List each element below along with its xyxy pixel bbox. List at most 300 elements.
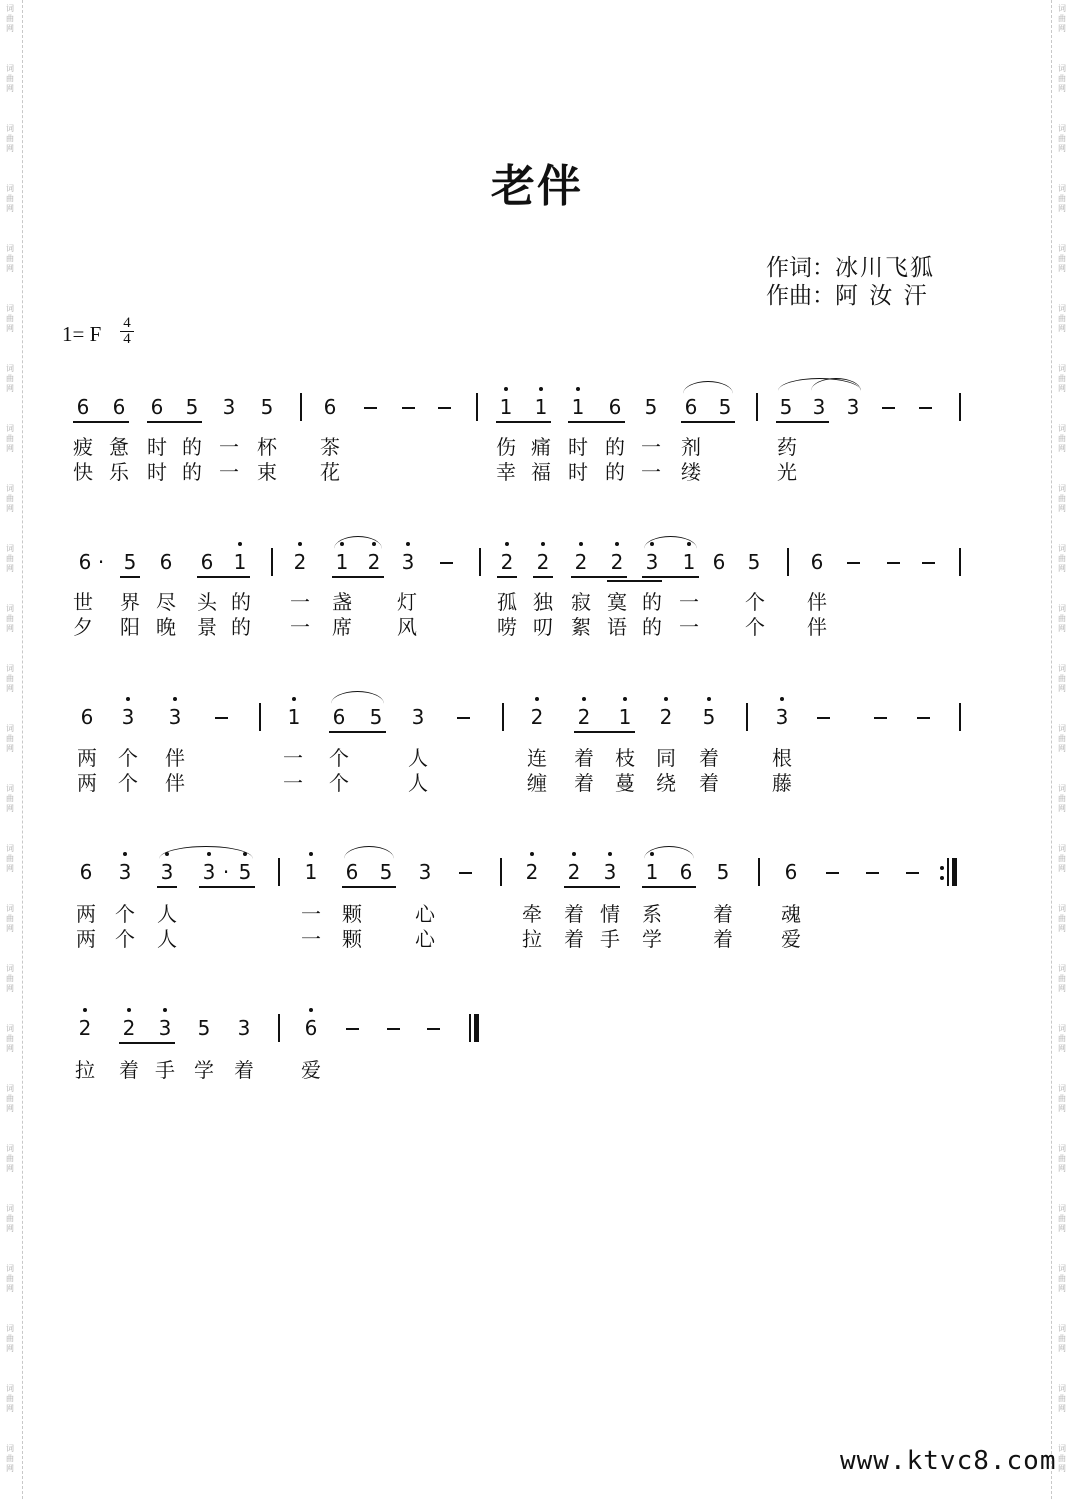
slur-arc [644,536,697,549]
note-digit: 6 [150,395,164,419]
note [156,855,178,889]
note-digit: 1 [499,395,513,419]
watermark-glyph: 曲 [1058,854,1066,863]
lyric-char: 的 [182,460,202,484]
note-digit: 6 [608,395,622,419]
watermark-glyph: 曲 [1058,794,1066,803]
lyric-char: 颗 [342,902,362,926]
note [808,390,830,424]
octave-dot [535,697,539,701]
barline [756,393,758,421]
watermark-glyph: 词 [1058,1084,1066,1093]
watermark-glyph: 曲 [1058,1394,1066,1403]
note [743,545,765,579]
slur-arc [344,846,394,859]
note [521,855,543,889]
octave-dot [309,852,313,856]
watermark-glyph: 网 [6,1344,14,1353]
note-digit: 1 [534,395,548,419]
beam-underline [568,421,625,423]
barline [479,548,481,576]
watermark-glyph: 网 [1058,24,1066,33]
note [114,855,136,889]
watermark-glyph: 网 [6,264,14,273]
note-digit: 3 [418,860,432,884]
lyric-char: 同 [656,746,676,770]
watermark-glyph: 网 [1058,1344,1066,1353]
slur-arc [159,846,253,859]
watermark-glyph: 词 [1058,964,1066,973]
note-digit: 3 [118,860,132,884]
note [283,700,305,734]
watermark-glyph: 网 [1058,84,1066,93]
note [193,1011,215,1045]
beam-underline [147,421,202,423]
lyric-char: 一 [219,460,239,484]
lyric-char: 个 [329,746,349,770]
watermark-glyph: 词 [1058,784,1066,793]
watermark-glyph: 曲 [1058,74,1066,83]
note [641,855,663,889]
note-digit: 3 [158,1016,172,1040]
duration-dash [817,717,830,719]
lyric-char: 拉 [75,1058,95,1082]
note [164,700,186,734]
note-digit: 6 [79,860,93,884]
lyric-char: 魂 [781,902,801,926]
note-digit: 3 [401,550,415,574]
note [154,1011,176,1045]
lyric-char: 牵 [522,902,542,926]
lyric-char: 个 [329,771,349,795]
lyric-char: 杯 [257,435,277,459]
watermark-glyph: 网 [6,744,14,753]
octave-dot [298,542,302,546]
watermark-glyph: 网 [1058,684,1066,693]
watermark-glyph: 网 [6,564,14,573]
watermark-glyph: 曲 [1058,1034,1066,1043]
note-digit: 6 [332,705,346,729]
watermark-glyph: 词 [6,844,14,853]
slur-arc [334,536,382,549]
note [573,700,595,734]
watermark-glyph: 网 [6,144,14,153]
watermark-glyph: 词 [6,604,14,613]
duration-dash [874,717,887,719]
barline [278,858,280,886]
watermark-glyph: 曲 [6,614,14,623]
note [678,545,700,579]
watermark-glyph: 词 [6,484,14,493]
lyric-char: 痛 [531,435,551,459]
note-digit: 5 [197,1016,211,1040]
watermark-glyph: 曲 [6,74,14,83]
note [365,700,387,734]
watermark-glyph: 词 [6,1204,14,1213]
lyric-char: 爱 [781,927,801,951]
lyric-char: 剂 [681,435,701,459]
watermark-glyph: 词 [1058,604,1066,613]
watermark-glyph: 词 [1058,904,1066,913]
duration-dash [364,407,377,409]
watermark-glyph: 网 [1058,204,1066,213]
watermark-glyph: 词 [6,1024,14,1033]
watermark-glyph: 网 [1058,1464,1066,1473]
key-signature: 1= F [62,322,102,346]
watermark-glyph: 网 [6,384,14,393]
watermark-glyph: 词 [1058,304,1066,313]
beam-underline [157,886,177,888]
watermark-glyph: 网 [1058,444,1066,453]
note [714,390,736,424]
lyricist-name: 冰川飞狐 [835,255,935,281]
octave-dot [539,387,543,391]
note [680,390,702,424]
watermark-glyph: 词 [6,424,14,433]
note-digit: 5 [702,705,716,729]
duration-dash [847,562,860,564]
barline [300,393,302,421]
beam-underline [199,886,255,888]
note [74,1011,96,1045]
lyric-char: 风 [397,615,417,639]
duration-dash [427,1028,440,1030]
note [640,390,662,424]
watermark-glyph: 词 [1058,484,1066,493]
note [319,390,341,424]
watermark-glyph: 网 [6,1284,14,1293]
watermark-glyph: 曲 [1058,734,1066,743]
watermark-glyph: 曲 [6,14,14,23]
lyric-char: 着 [713,902,733,926]
note-digit: 6 [712,550,726,574]
lyric-char: 的 [642,615,662,639]
watermark-glyph: 网 [1058,864,1066,873]
note [532,545,554,579]
watermark-glyph: 曲 [1058,1094,1066,1103]
duration-dash [887,562,900,564]
watermark-glyph: 词 [1058,64,1066,73]
slur-arc [683,381,733,394]
lyric-char: 着 [564,927,584,951]
lyric-char: 独 [533,590,553,614]
lyric-char: 一 [641,460,661,484]
time-signature-denominator: 4 [123,331,131,347]
watermark-glyph: 词 [6,304,14,313]
watermark-glyph: 曲 [6,854,14,863]
lyric-char: 茶 [320,435,340,459]
lyric-char: 连 [527,746,547,770]
duration-dash [906,872,919,874]
watermark-glyph: 词 [6,1324,14,1333]
octave-dot [530,852,534,856]
lyric-char: 系 [642,902,662,926]
beam-underline [533,576,553,578]
lyric-char: 幸 [496,460,516,484]
note-digit: 5 [716,860,730,884]
lyric-char: 一 [283,746,303,770]
lyric-char: 着 [699,771,719,795]
watermark-glyph: 网 [1058,384,1066,393]
barline [271,548,273,576]
octave-dot [608,852,612,856]
note-digit: 3 [237,1016,251,1040]
duration-dash [922,562,935,564]
note-digit: 6 [679,860,693,884]
watermark-glyph: 网 [1058,624,1066,633]
lyric-char: 人 [157,927,177,951]
octave-dot [576,387,580,391]
lyric-char: 寞 [607,590,627,614]
duration-dash [346,1028,359,1030]
lyric-char: 着 [574,746,594,770]
watermark-glyph: 曲 [6,194,14,203]
note [363,545,385,579]
note-digit: 1 [645,860,659,884]
octave-dot [541,542,545,546]
lyric-char: 的 [182,435,202,459]
lyric-char: 絮 [571,615,591,639]
watermark-glyph: 曲 [6,1334,14,1343]
watermark-glyph: 网 [1058,744,1066,753]
lyric-char: 孤 [497,590,517,614]
note-digit: 6 [200,550,214,574]
note-digit: 5 [238,860,252,884]
barline [502,703,504,731]
watermark-glyph: 曲 [1058,374,1066,383]
note-digit: 1 [304,860,318,884]
watermark-glyph: 网 [1058,1104,1066,1113]
watermark-glyph: 词 [6,184,14,193]
watermark-glyph: 网 [1058,984,1066,993]
lyric-char: 学 [642,927,662,951]
beam-underline [681,421,735,423]
lyric-char: 一 [290,615,310,639]
lyric-char: 界 [120,590,140,614]
lyric-char: 绕 [656,771,676,795]
watermark-glyph: 曲 [1058,1214,1066,1223]
watermark-glyph: 曲 [1058,134,1066,143]
augmentation-dot: · [222,860,230,884]
beam-underline [332,576,384,578]
note [606,545,628,579]
watermark-glyph: 词 [1058,244,1066,253]
watermark-glyph: 曲 [6,494,14,503]
double-beam-underline [607,580,662,582]
barline [758,858,760,886]
note [641,545,663,579]
octave-dot [615,542,619,546]
watermark-glyph: 词 [1058,124,1066,133]
duration-dash [866,872,879,874]
barline [278,1014,280,1042]
lyric-char: 快 [73,460,93,484]
lyric-char: 束 [257,460,277,484]
duration-dash [402,407,415,409]
note-digit: 2 [293,550,307,574]
watermark-glyph: 网 [6,804,14,813]
watermark-glyph: 词 [1058,424,1066,433]
octave-dot [309,1008,313,1012]
note-digit: 2 [577,705,591,729]
note-digit: 6 [345,860,359,884]
watermark-glyph: 词 [6,1144,14,1153]
lyric-char: 枝 [615,746,635,770]
note-digit: 1 [287,705,301,729]
lyric-char: 时 [568,435,588,459]
note-digit: 5 [260,395,274,419]
note-digit: 2 [536,550,550,574]
note-digit: 6 [159,550,173,574]
lyric-char: 个 [745,590,765,614]
watermark-glyph: 曲 [1058,494,1066,503]
note [375,855,397,889]
watermark-glyph: 词 [1058,1024,1066,1033]
beam-underline [496,421,551,423]
note-digit: 6 [76,395,90,419]
note [496,545,518,579]
note-digit: 3 [645,550,659,574]
beam-underline [642,576,699,578]
lyric-char: 根 [772,746,792,770]
watermark-glyph: 词 [1058,724,1066,733]
watermark-glyph: 网 [6,684,14,693]
note-digit: 3 [222,395,236,419]
note-digit: 5 [185,395,199,419]
note-digit: 2 [78,1016,92,1040]
note [563,855,585,889]
lyric-char: 惫 [109,435,129,459]
lyric-char: 手 [600,927,620,951]
octave-dot [780,697,784,701]
lyric-char: 着 [564,902,584,926]
barline [959,703,961,731]
note [614,700,636,734]
note-digit: 5 [123,550,137,574]
lyric-char: 光 [777,460,797,484]
watermark-glyph: 词 [1058,1444,1066,1453]
note [229,545,251,579]
watermark-glyph: 网 [6,1104,14,1113]
note-digit: 2 [500,550,514,574]
note [218,390,240,424]
beam-underline [642,886,696,888]
watermark-glyph: 词 [6,664,14,673]
song-title: 老伴 [491,161,583,212]
note-digit: 3 [202,860,216,884]
watermark-glyph: 网 [6,924,14,933]
note [567,390,589,424]
lyric-char: 的 [231,590,251,614]
watermark-glyph: 网 [6,84,14,93]
lyric-char: 的 [605,460,625,484]
note-digit: 3 [411,705,425,729]
note-digit: 5 [747,550,761,574]
duration-dash [438,407,451,409]
note [196,545,218,579]
watermark-glyph: 曲 [1058,1154,1066,1163]
lyric-char: 人 [408,771,428,795]
watermark-glyph: 词 [6,544,14,553]
lyric-char: 个 [745,615,765,639]
lyric-char: 颗 [342,927,362,951]
note-digit: 2 [122,1016,136,1040]
watermark-glyph: 词 [6,364,14,373]
lyric-char: 两 [76,902,96,926]
watermark-glyph: 词 [1058,664,1066,673]
note-digit: 5 [718,395,732,419]
lyric-char: 两 [76,927,96,951]
lyric-char: 时 [147,460,167,484]
lyric-char: 尽 [156,590,176,614]
watermark-glyph: 词 [6,784,14,793]
site-brand-logo: www.ktvc8.com [840,1446,1057,1476]
note [181,390,203,424]
watermark-glyph: 网 [6,1164,14,1173]
note-digit: 2 [610,550,624,574]
lyric-char: 阳 [120,615,140,639]
watermark-glyph: 网 [6,1464,14,1473]
lyric-char: 爱 [301,1058,321,1082]
note [300,855,322,889]
note-digit: 3 [121,705,135,729]
note [234,855,256,889]
note-digit: 1 [682,550,696,574]
watermark-glyph: 曲 [6,134,14,143]
lyric-char: 两 [77,771,97,795]
note-digit: 6 [784,860,798,884]
watermark-glyph: 曲 [6,1454,14,1463]
watermark-glyph: 曲 [1058,434,1066,443]
lyric-char: 灯 [397,590,417,614]
note-digit: 6 [810,550,824,574]
watermark-glyph: 词 [6,244,14,253]
lyric-char: 时 [568,460,588,484]
lyric-char: 藤 [772,771,792,795]
repeat-dot [940,876,944,880]
lyric-char: 乐 [109,460,129,484]
note [289,545,311,579]
watermark-glyph: 网 [1058,804,1066,813]
watermark-glyph: 曲 [1058,1334,1066,1343]
lyric-char: 疲 [73,435,93,459]
note [72,390,94,424]
octave-dot [238,542,242,546]
watermark-glyph: 词 [6,904,14,913]
lyric-char: 一 [301,927,321,951]
note [328,700,350,734]
lyric-char: 一 [290,590,310,614]
note-digit: 5 [379,860,393,884]
lyric-char: 的 [605,435,625,459]
note-digit: 5 [369,705,383,729]
watermark-glyph: 曲 [1058,554,1066,563]
lyric-char: 缕 [681,460,701,484]
note-digit: 1 [335,550,349,574]
note [76,700,98,734]
lyric-char: 时 [147,435,167,459]
augmentation-dot: · [97,550,105,574]
watermark-glyph: 网 [6,984,14,993]
beam-underline [120,576,140,578]
octave-dot [163,1008,167,1012]
octave-dot [582,697,586,701]
lyric-char: 晚 [156,615,176,639]
note [775,390,797,424]
octave-dot [572,852,576,856]
watermark-glyph: 曲 [1058,614,1066,623]
lyric-char: 个 [115,927,135,951]
